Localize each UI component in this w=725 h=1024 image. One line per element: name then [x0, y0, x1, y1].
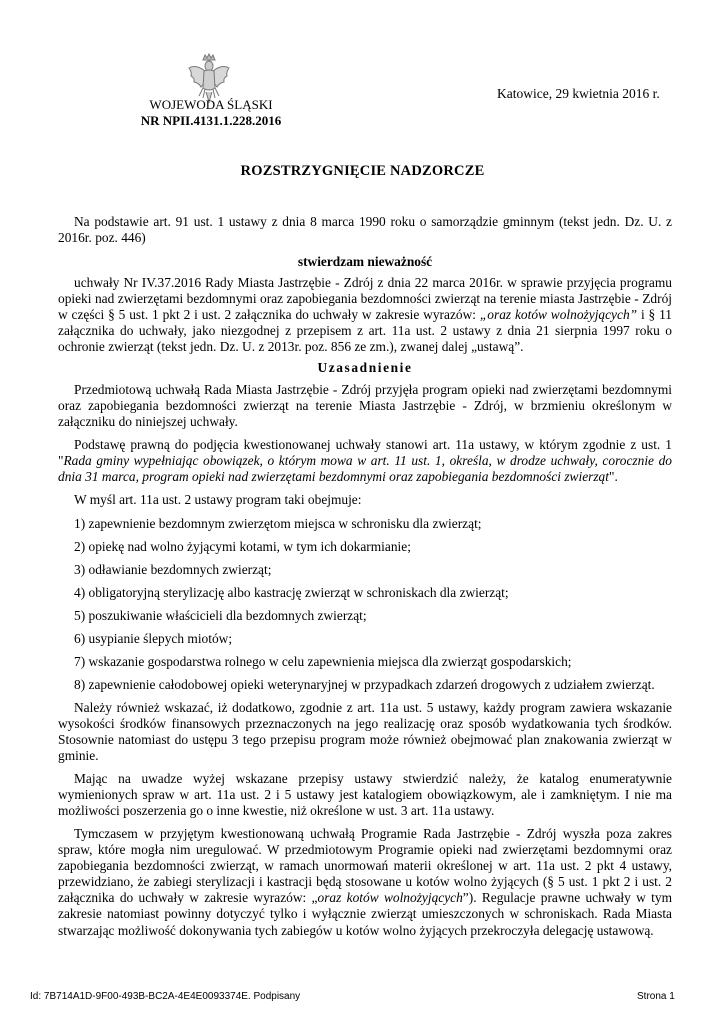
- list-item: 4) obligatoryjną sterylizację albo kastrację zwierząt w schroniskach dla zwierząt;: [74, 585, 509, 600]
- issuing-authority: [126, 97, 296, 129]
- resolution-paragraph: [58, 275, 672, 355]
- footer-document-id: Id: 7B714A1D-9F00-493B-BC2A-4E4E0093374E. Podpisany: [30, 991, 301, 1002]
- place-and-date: Katowice, 29 kwietnia 2016 r.: [497, 86, 660, 101]
- para2-text-2: ".: [608, 469, 618, 485]
- resolution-text-2: i § 11 załącznika do uchwały, jako niezgodnej z przepisem z art. 11a ust. 2 ustawy z dnia 21 sierpnia 1997 roku o ochronie zwierząt (tekst jedn. Dz. U. z 2013r. poz. 856 ze zm.), zwanej dalej „ustawą”.: [58, 307, 672, 355]
- document-number: NR NPII.4131.1.228.2016: [140, 113, 282, 128]
- para2-text-1: Podstawę prawną do podjęcia kwestionowanej uchwały stanowi art. 11a ustawy, w którym zgodnie z ust. 1 ": [58, 437, 672, 469]
- authority-name: WOJEWODA ŚLĄSKI: [149, 97, 273, 112]
- justification-paragraph-2: [58, 437, 672, 485]
- justification-heading: Uzasadnienie: [317, 360, 413, 375]
- resolution-text-1: uchwały Nr IV.37.2016 Rady Miasta Jastrzębie - Zdrój z dnia 22 marca 2016r. w sprawie przyjęcia programu opieki nad zwierzętami bezdomnymi oraz zapobiegania bezdomności zwierząt na terenie miasta Jastrzębie - Zdrój w części § 5 ust. 1 pkt 2 i ust. 2 załącznika do uchwały w zakresie wyrazów:: [58, 275, 672, 323]
- justification-paragraph-6: [58, 826, 672, 939]
- document-title: ROZSTRZYGNIĘCIE NADZORCZE: [240, 163, 485, 179]
- list-item: 3) odławianie bezdomnych zwierząt;: [74, 562, 272, 577]
- list-item: 6) usypianie ślepych miotów;: [74, 631, 233, 646]
- list-item: 8) zapewnienie całodobowej opieki weterynaryjnej w przypadkach zdarzeń drogowych z udziałem zwierząt.: [74, 677, 655, 692]
- list-item: 1) zapewnienie bezdomnym zwierzętom miejsca w schronisku dla zwierząt;: [74, 516, 482, 531]
- resolution-quote: „oraz kotów wolnożyjących”: [479, 307, 638, 323]
- verdict-heading: stwierdzam nieważność: [297, 254, 433, 269]
- para2-quote: Rada gminy wypełniając obowiązek, o którym mowa w art. 11 ust. 1, określa, w drodze uchwały, corocznie do dnia 31 marca, program opieki nad zwierzętami bezdomnymi oraz zapobiegania bezdomności zwierząt: [58, 453, 672, 485]
- footer-page-number: Strona 1: [637, 991, 675, 1002]
- justification-paragraph-4: Należy również wskazać, iż dodatkowo, zgodnie z art. 11a ust. 5 ustawy, każdy program zawiera wskazanie wysokości środków finansowych przeznaczonych na jego realizację oraz sposób wydatkowania tych środków. Stosownie natomiast do ustępu 3 tego przepisu program może również obejmować plan znakowania zwierząt w gminie.: [58, 700, 672, 764]
- intro-paragraph: Na podstawie art. 91 ust. 1 ustawy z dnia 8 marca 1990 roku o samorządzie gminnym (tekst jedn. Dz. U. z 2016r. poz. 446): [58, 214, 672, 246]
- justification-paragraph-3: W myśl art. 11a ust. 2 ustawy program taki obejmuje:: [74, 492, 362, 507]
- list-item: 7) wskazanie gospodarstwa rolnego w celu zapewnienia miejsca dla zwierząt gospodarskich;: [74, 654, 572, 669]
- list-item: 5) poszukiwanie właścicieli dla bezdomnych zwierząt;: [74, 608, 367, 623]
- para6-quote: oraz kotów wolnożyjących: [317, 890, 463, 906]
- para6-text-2: ”). Regulacje prawne uchwały w tym zakresie natomiast powinny dotyczyć tylko i wyłącznie zwierząt umieszczonych w schroniskach. Rada Miasta stwarzając możliwość dokonywania tych zabiegów u kotów wolno żyjących przekroczyła delegację ustawową.: [58, 890, 673, 938]
- list-item: 2) opiekę nad wolno żyjącymi kotami, w tym ich dokarmianie;: [74, 539, 411, 554]
- justification-paragraph-5: Mając na uwadze wyżej wskazane przepisy ustawy stwierdzić należy, że katalog enumeratywnie wymienionych spraw w art. 11a ust. 2 i 5 ustawy jest katalogiem obowiązkowym, ale i zamkniętym. I nie ma możliwości poszerzenia go o inne kwestie, niż określone w ust. 3 art. 11a ustawy.: [58, 771, 672, 819]
- para6-text-1: Tymczasem w przyjętym kwestionowaną uchwałą Programie Rada Jastrzębie - Zdrój wyszła poza zakres spraw, które mogła nim uregulować. W przedmiotowym Programie opieki nad zwierzętami bezdomnymi oraz zapobiegania bezdomności zwierząt, w ramach unormowań materii określonej w art. 11a ust. 2 pkt 4 ustawy, przewidziano, że zabiegi sterylizacji i kastracji będą stosowane u kotów wolno żyjących (§ 5 ust. 1 pkt 2 i ust. 2 załącznika do uchwały w zakresie wyrazów: „: [58, 826, 672, 906]
- justification-paragraph-1: Przedmiotową uchwałą Rada Miasta Jastrzębie - Zdrój przyjęła program opieki nad zwierzętami bezdomnymi oraz zapobiegania bezdomności zwierząt na terenie Miasta Jastrzębie - Zdrój, w brzmieniu określonym w załączniku do niniejszej uchwały.: [58, 382, 672, 430]
